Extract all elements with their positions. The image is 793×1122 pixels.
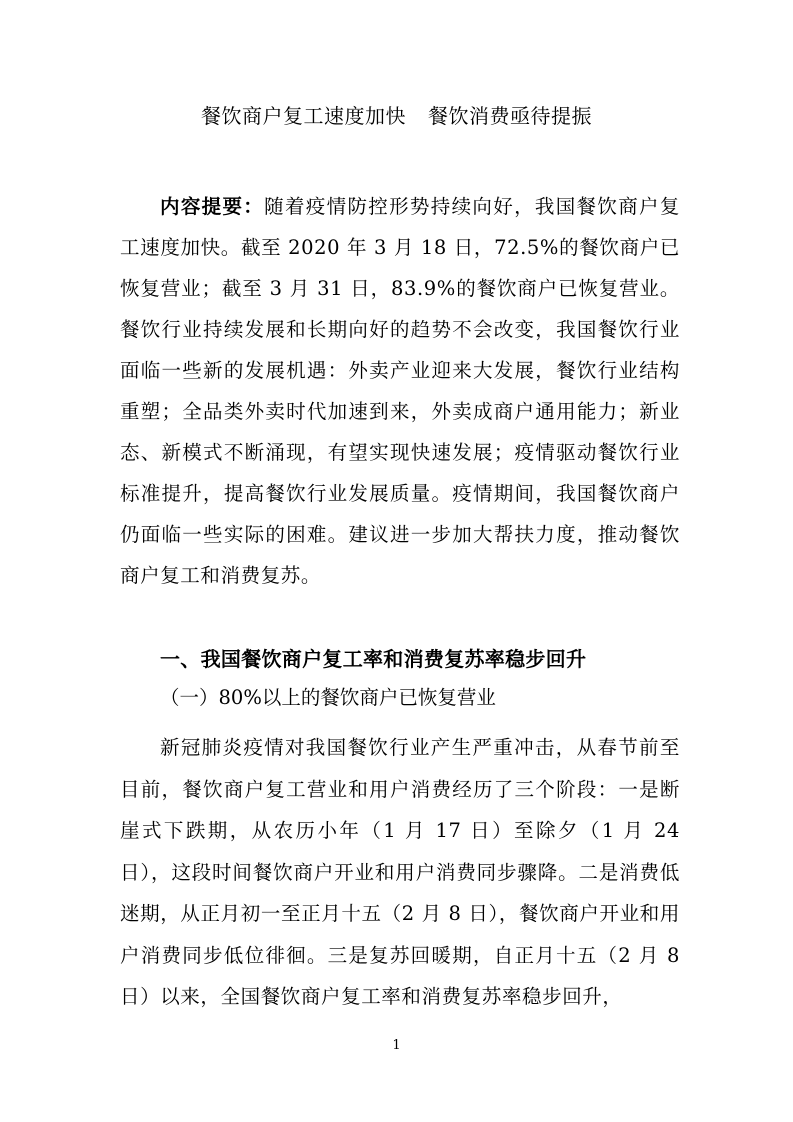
body-paragraph: 新冠肺炎疫情对我国餐饮行业产生严重冲击，从春节前至目前，餐饮商户复工营业和用户消费经历了三个阶段：一是断崖式下跌期，从农历小年（1 月 17 日）至除夕（1 月 24 日），这段时间餐饮商户开业和用户消费同步骤降。二是消费低迷期，从正月初一至正月十五（2 月 8 日），餐饮商户开业和用户消费同步低位徘徊。三是复苏回暖期，自正月十五（2 月 8 日）以来，全国餐饮商户复工率和消费复苏率稳步回升， (120, 736, 680, 1008)
summary-text: 随着疫情防控形势持续向好，我国餐饮商户复工速度加快。截至 2020 年 3 月 18 日，72.5%的餐饮商户已恢复营业；截至 3 月 31 日，83.9%的餐饮商户已恢复营业。餐饮行业持续发展和长期向好的趋势不会改变，我国餐饮行业面临一些新的发展机遇：外卖产业迎来大发展，餐饮行业结构重塑；全品类外卖时代加速到来，外卖成商户通用能力；新业态、新模式不断涌现，有望实现快速发展；疫情驱动餐饮行业标准提升，提高餐饮行业发展质量。疫情期间，我国餐饮商户仍面临一些实际的困难。建议进一步加大帮扶力度，推动餐饮商户复工和消费复苏。 (120, 195, 680, 587)
title-part-2: 餐饮消费亟待提振 (428, 104, 592, 128)
title-part-1: 餐饮商户复工速度加快 (201, 104, 406, 128)
summary-paragraph (120, 186, 680, 596)
page-number: 1 (392, 1038, 401, 1053)
document-title (0, 101, 793, 131)
section-heading: 一、我国餐饮商户复工率和消费复苏率稳步回升 (160, 647, 587, 671)
subsection-heading: （一）80%以上的餐饮商户已恢复营业 (160, 686, 496, 709)
summary-label: 内容提要： (160, 195, 265, 218)
